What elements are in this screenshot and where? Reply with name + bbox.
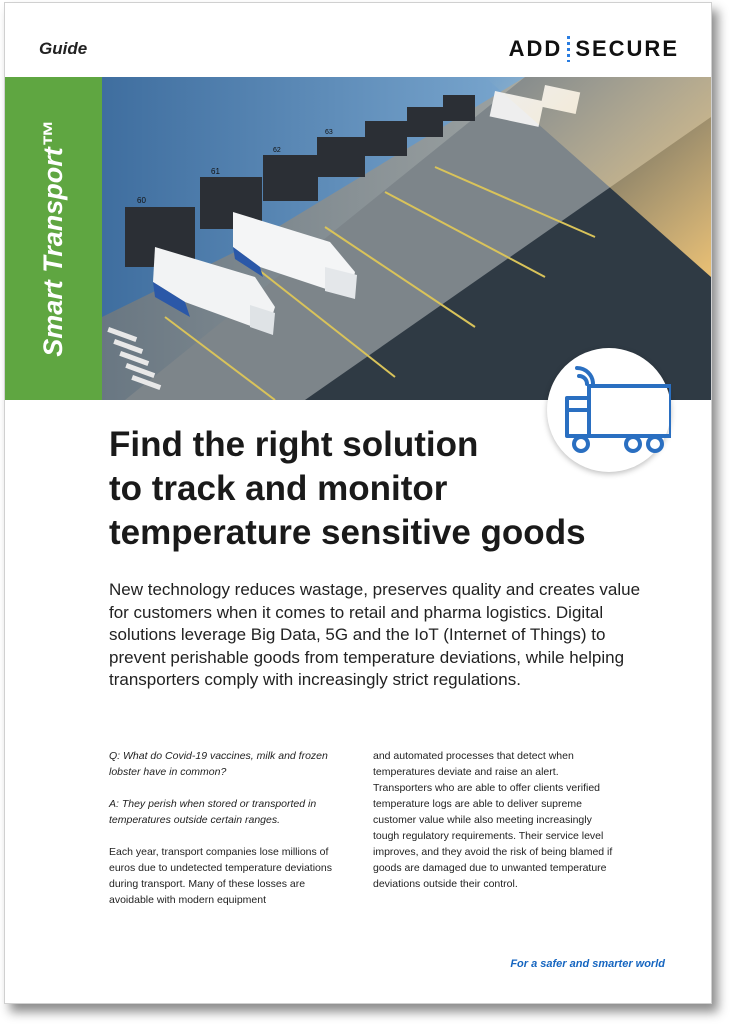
body-paragraph: and automated processes that detect when temperatures deviate and raise an alert. Transporters who are able to offer clients verified temperature logs are able to deliver supreme customer value while also meeting increasingly tough regulatory requirements. Their service level improves, and they avoid the risk of being blamed if goods are damaged due to unwanted temperature deviations outside their control. xyxy=(373,750,613,890)
smart-transport-band xyxy=(5,77,102,400)
dock-number: 62 xyxy=(273,147,281,154)
dock-door xyxy=(317,137,365,177)
lead-paragraph: New technology reduces wastage, preserves quality and creates value for customers when it comes to retail and pharma logistics. Digital solutions leverage Big Data, 5G and the IoT (Internet of Things) to prevent perishable goods from temperature deviations, while helping transporters comply with increasingly strict regulations. xyxy=(109,580,641,689)
smart-transport-label: Smart Transport™ xyxy=(38,120,68,357)
dock-door xyxy=(263,155,318,201)
dock-number: 61 xyxy=(211,167,220,176)
body-paragraph: Each year, transport companies lose millions of euros due to undetected temperature deviations during transport. Many of these losses are avoidable with modern equipment xyxy=(109,846,332,906)
document-page xyxy=(4,2,712,1004)
question-text: Q: What do Covid-19 vaccines, milk and frozen lobster have in common? xyxy=(109,750,328,778)
headline xyxy=(109,423,669,555)
dock-number: 60 xyxy=(137,196,146,205)
dock-number: 63 xyxy=(325,129,333,136)
logo-text-left: ADD xyxy=(508,36,563,61)
dock-door xyxy=(407,107,443,137)
addsecure-logo xyxy=(509,36,679,62)
dock-door xyxy=(443,95,475,121)
headline-line: to track and monitor xyxy=(109,469,448,508)
dock-door xyxy=(365,121,407,156)
body-column-left xyxy=(109,748,349,924)
logo-text-right: SECURE xyxy=(575,36,679,61)
headline-line: temperature sensitive goods xyxy=(109,513,586,552)
answer-text: A: They perish when stored or transported in temperatures outside certain ranges. xyxy=(109,798,317,826)
logo-separator xyxy=(567,36,570,62)
headline-line: Find the right solution xyxy=(109,425,479,464)
footer-tagline: For a safer and smarter world xyxy=(510,958,665,970)
guide-label: Guide xyxy=(39,39,88,58)
body-column-right xyxy=(373,748,613,908)
